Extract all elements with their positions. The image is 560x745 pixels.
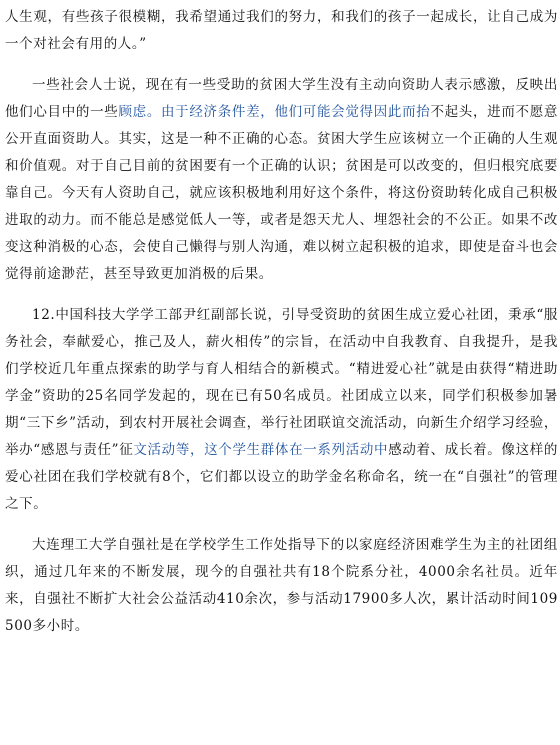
paragraph-3-text-start: 12.中国科技大学学工部尹红副部长说，引导受资助的贫困生成立爱心社团，秉承“服务社会，奉献爱心，推己及人，薪火相传”的宗旨，在活动中自我教育、自我提升，是我们学校近几年重点探索的助学与育人相结合的新模式。“精进爱心社”就是由获得“精进助学金”资助的25名同学发起的，现在已有50名成员。社团成立以来，同学们积极参加暑期“三下乡”活动，到农村开展社会调查，举行社团联谊交流活动，向新生介绍学习经验，举办“感恩与责任”征 [5, 307, 558, 458]
paragraph-3 [5, 302, 558, 518]
paragraph-2-text-start: 一些社会人士说，现在有一些受助的贫困大学生没有主动向资助人表示感激，反映出他们心目中的一些 [5, 77, 558, 120]
paragraph-3-highlight: 文活动等，这个学生群体在一系列活动中 [133, 442, 389, 458]
paragraph-4 [5, 532, 558, 640]
paragraph-3-text-end: 感动着、成长着。像这样的爱心社团在我们学校就有8个，它们都以设立的助学金名称命名，统一在“自强社”的管理之下。 [5, 442, 558, 512]
paragraph-2-text-end: 不起头，进而不愿意公开直面资助人。其实，这是一种不正确的心态。贫困大学生应该树立一个正确的人生观和价值观。对于自己目前的贫困要有一个正确的认识；贫困是可以改变的，但归根究底要靠自己。今天有人资助自己，就应该积极地利用好这个条件，将这份资助转化成自己积极进取的动力。而不能总是感觉低人一等，或者是怨天尤人、埋怨社会的不公正。如果不改变这种消极的心态，会使自己懒得与别人沟通，难以树立起积极的追求，即使是奋斗也会觉得前途渺茫，甚至导致更加消极的后果。 [5, 104, 558, 282]
paragraph-1-text: 人生观，有些孩子很模糊，我希望通过我们的努力，和我们的孩子一起成长，让自己成为一个对社会有用的人。” [5, 9, 558, 52]
paragraph-2-highlight: 顾虑。由于经济条件差，他们可能会觉得因此而抬 [118, 104, 431, 120]
paragraph-1 [5, 4, 558, 58]
paragraph-4-text: 大连理工大学自强社是在学校学生工作处指导下的以家庭经济困难学生为主的社团组织，通过几年来的不断发展，现今的自强社共有18个院系分社，4000余名社员。近年来，自强社不断扩大社会公益活动410余次，参与活动17900多人次，累计活动时间109500多小时。 [5, 537, 558, 634]
paragraph-2 [5, 72, 558, 288]
